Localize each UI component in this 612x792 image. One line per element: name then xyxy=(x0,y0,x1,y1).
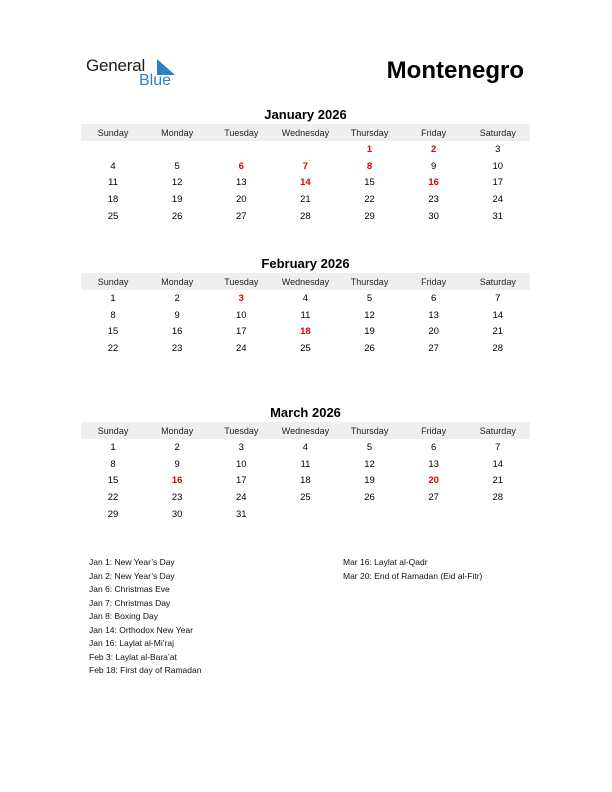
month-march xyxy=(81,405,530,523)
calendar-date: 18 xyxy=(107,194,119,206)
holiday-entry: Jan 6: Christmas Eve xyxy=(89,584,170,594)
calendar-date: 19 xyxy=(364,475,375,487)
week-row xyxy=(81,191,530,208)
month-february xyxy=(81,256,530,357)
holiday-entry: Feb 3: Laylat al-Bara’at xyxy=(89,651,177,662)
calendar-date: 21 xyxy=(492,326,504,338)
calendar-date: 20 xyxy=(236,194,247,206)
weekday-label: Friday xyxy=(421,425,447,436)
calendar-date: 9 xyxy=(431,160,437,172)
week-row xyxy=(81,439,530,456)
weekday-label: Tuesday xyxy=(224,127,259,138)
country-title: Montenegro xyxy=(386,57,524,84)
week-row xyxy=(81,489,530,506)
week-row xyxy=(81,290,530,307)
calendar-date: 24 xyxy=(236,492,247,504)
holiday-date: 7 xyxy=(302,160,309,172)
calendar-date: 9 xyxy=(174,309,180,321)
calendar-date: 31 xyxy=(492,211,504,223)
calendar-date: 26 xyxy=(171,211,183,223)
calendar-date: 17 xyxy=(236,475,247,487)
calendar-date: 19 xyxy=(364,326,375,338)
calendar-date: 28 xyxy=(492,492,504,504)
calendar-date: 21 xyxy=(492,475,504,487)
week-row xyxy=(81,175,530,192)
holiday-date: 1 xyxy=(366,143,373,155)
calendar-date: 12 xyxy=(364,458,375,470)
calendar-date: 18 xyxy=(300,475,311,487)
calendar-date: 8 xyxy=(110,309,116,321)
calendar-date: 15 xyxy=(364,177,375,189)
calendar-date: 7 xyxy=(495,441,501,453)
weekday-label: Monday xyxy=(161,127,194,138)
calendar-date: 15 xyxy=(107,326,119,338)
calendar-date: 16 xyxy=(171,326,183,338)
calendar-date: 5 xyxy=(174,160,180,172)
week-row xyxy=(81,506,530,523)
calendar-date: 25 xyxy=(107,211,119,223)
calendar-date: 30 xyxy=(428,211,439,223)
weekday-label: Tuesday xyxy=(224,276,259,287)
calendar-date: 11 xyxy=(108,177,118,189)
holiday-entry: Mar 20: End of Ramadan (Eid al-Fitr) xyxy=(343,570,483,581)
calendar-date: 24 xyxy=(236,343,247,355)
calendar-date: 4 xyxy=(302,441,309,453)
calendar-date: 3 xyxy=(495,143,501,155)
weekday-label: Friday xyxy=(421,127,447,138)
calendar-date: 27 xyxy=(428,343,439,355)
week-row xyxy=(81,307,530,324)
holiday-entry: Jan 8: Boxing Day xyxy=(89,611,158,621)
calendar-date: 1 xyxy=(110,441,116,453)
calendar-date: 6 xyxy=(431,292,437,304)
week-row xyxy=(81,141,530,158)
calendar-date: 23 xyxy=(171,343,183,355)
weekday-label: Sunday xyxy=(97,127,129,138)
calendar-date: 24 xyxy=(492,194,504,206)
calendar-date: 13 xyxy=(428,458,439,470)
calendar-date: 28 xyxy=(492,343,504,355)
holiday-date: 16 xyxy=(428,177,439,189)
calendar-date: 10 xyxy=(236,309,247,321)
holiday-entry: Jan 1: New Year’s Day xyxy=(89,557,175,567)
calendar-date: 13 xyxy=(428,309,439,321)
calendar-date: 20 xyxy=(428,326,439,338)
week-row xyxy=(81,158,530,175)
calendar-date: 13 xyxy=(236,177,247,189)
calendar-date: 14 xyxy=(492,309,504,321)
logo-general-text: General xyxy=(86,56,146,75)
holiday-date: 3 xyxy=(238,292,244,304)
calendar-date: 21 xyxy=(300,194,311,206)
calendar-date: 7 xyxy=(495,292,501,304)
calendar-date: 27 xyxy=(428,492,439,504)
weekday-header xyxy=(81,273,530,290)
calendar-date: 3 xyxy=(238,441,244,453)
calendar-date: 12 xyxy=(171,177,183,189)
holiday-list-right xyxy=(343,556,482,583)
brand-logo xyxy=(86,56,186,92)
holiday-list-left xyxy=(89,556,201,678)
weekday-label: Monday xyxy=(161,425,194,436)
calendar-date: 10 xyxy=(236,458,247,470)
calendar-date: 23 xyxy=(428,194,439,206)
week-row xyxy=(81,340,530,357)
calendar-date: 30 xyxy=(171,509,183,521)
calendar-date: 2 xyxy=(174,292,180,304)
weekday-label: Sunday xyxy=(97,425,129,436)
logo-blue-text: Blue xyxy=(139,72,172,89)
calendar-date: 22 xyxy=(107,492,119,504)
calendar-date: 5 xyxy=(366,441,373,453)
holiday-entry: Jan 7: Christmas Day xyxy=(89,597,171,608)
week-row xyxy=(81,456,530,473)
weekday-label: Wednesday xyxy=(281,276,330,287)
calendar-date: 23 xyxy=(171,492,183,504)
calendar-date: 19 xyxy=(171,194,183,206)
month-title: February 2026 xyxy=(261,256,350,271)
calendar-date: 25 xyxy=(300,343,311,355)
calendar-date: 25 xyxy=(300,492,311,504)
weekday-label: Saturday xyxy=(479,127,516,138)
calendar-date: 2 xyxy=(174,441,180,453)
holiday-date: 18 xyxy=(300,326,311,338)
weekday-label: Saturday xyxy=(479,276,516,287)
calendar-date: 4 xyxy=(110,160,116,172)
calendar-date: 26 xyxy=(364,492,375,504)
month-title: March 2026 xyxy=(270,405,341,420)
weekday-label: Thursday xyxy=(350,127,389,138)
calendar-date: 6 xyxy=(431,441,437,453)
holiday-entry: Feb 18: First day of Ramadan xyxy=(89,665,202,675)
weekday-header xyxy=(81,124,530,141)
weekday-label: Monday xyxy=(161,276,194,287)
calendar-date: 17 xyxy=(236,326,247,338)
calendar-date: 1 xyxy=(110,292,116,304)
calendar-date: 28 xyxy=(300,211,311,223)
weekday-label: Thursday xyxy=(350,425,389,436)
calendar-date: 9 xyxy=(174,458,180,470)
weekday-label: Thursday xyxy=(350,276,389,287)
week-row xyxy=(81,473,530,490)
calendar-date: 12 xyxy=(364,309,375,321)
calendar-date: 29 xyxy=(364,211,375,223)
holiday-entry: Jan 16: Laylat al-Mi’raj xyxy=(89,638,175,648)
weekday-label: Saturday xyxy=(479,425,516,436)
calendar-date: 11 xyxy=(300,458,311,470)
weekday-label: Tuesday xyxy=(224,425,259,436)
weekday-label: Sunday xyxy=(97,276,129,287)
month-january xyxy=(81,107,530,225)
weekday-label: Friday xyxy=(421,276,447,287)
week-row xyxy=(81,324,530,341)
calendar-date: 5 xyxy=(366,292,373,304)
calendar-date: 22 xyxy=(364,194,375,206)
calendar-date: 22 xyxy=(107,343,119,355)
weekday-label: Wednesday xyxy=(281,127,330,138)
holiday-date: 2 xyxy=(431,143,437,155)
holiday-entry: Mar 16: Laylat al-Qadr xyxy=(343,557,428,567)
holiday-date: 8 xyxy=(366,160,373,172)
holiday-date: 14 xyxy=(300,177,311,189)
calendar-date: 10 xyxy=(492,160,504,172)
holiday-entry: Jan 2: New Year’s Day xyxy=(89,570,175,581)
calendar-date: 17 xyxy=(492,177,504,189)
holiday-date: 6 xyxy=(238,160,244,172)
week-row xyxy=(81,208,530,225)
calendar-date: 8 xyxy=(110,458,116,470)
holiday-date: 20 xyxy=(428,475,439,487)
calendar-date: 31 xyxy=(236,509,247,521)
calendar-date: 4 xyxy=(302,292,309,304)
calendar-date: 11 xyxy=(300,309,311,321)
calendar-date: 26 xyxy=(364,343,375,355)
month-title: January 2026 xyxy=(264,107,347,122)
calendar-date: 29 xyxy=(107,509,119,521)
holiday-entry: Jan 14: Orthodox New Year xyxy=(89,624,193,635)
calendar-date: 14 xyxy=(492,458,504,470)
calendar-date: 15 xyxy=(107,475,119,487)
calendar-date: 27 xyxy=(236,211,247,223)
weekday-label: Wednesday xyxy=(281,425,330,436)
weekday-header xyxy=(81,422,530,439)
holiday-date: 16 xyxy=(171,475,183,487)
